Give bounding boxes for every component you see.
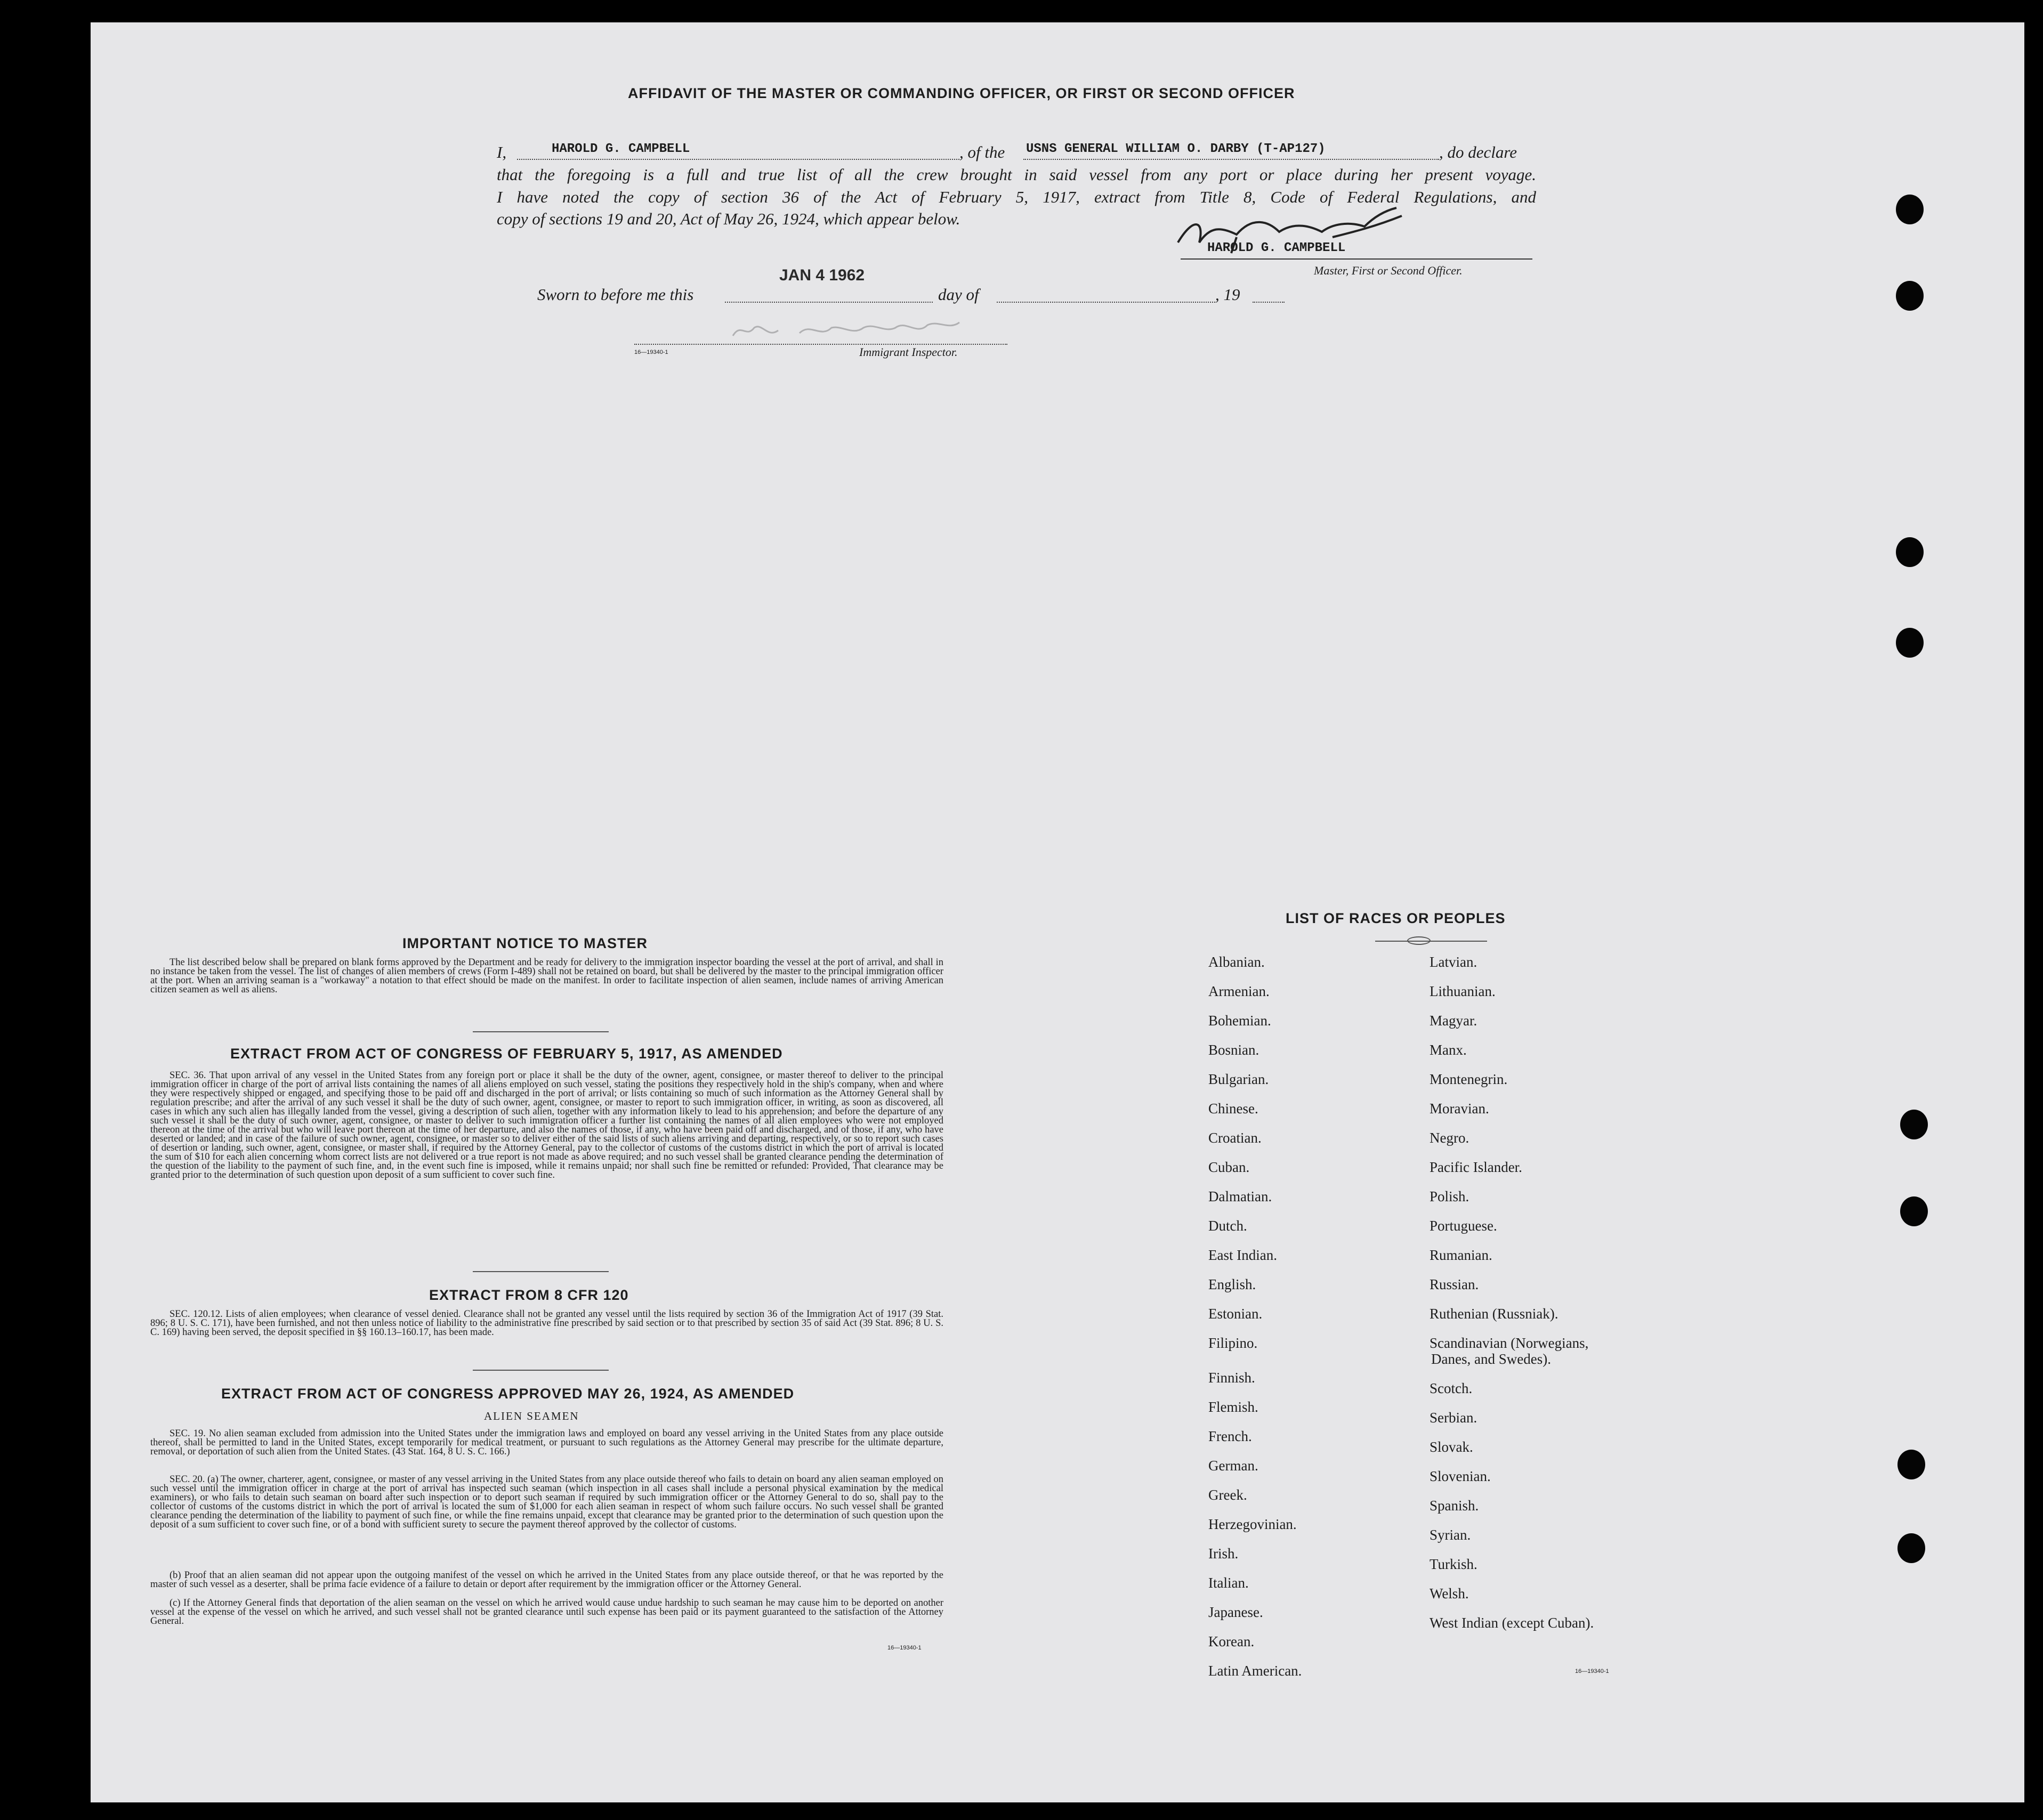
race-item: Magyar. bbox=[1430, 1013, 1477, 1029]
race-item: German. bbox=[1208, 1458, 1258, 1474]
sworn-year-line bbox=[1253, 302, 1285, 303]
punch-hole bbox=[1896, 628, 1924, 658]
race-item: Slovak. bbox=[1430, 1439, 1473, 1455]
extract-1917-text: SEC. 36. That upon arrival of any vessel in the United States from any foreign port or place it shall be the duty of the owner, agent, consignee, or master thereof to deliver to the principal immigration officer in charge of the port of arrival lists containing the names of all aliens employed on such vessel, stating the positions they respectively hold in the ship's company, when and where they were respectively shipped or engaged, and specifying those to be paid off and discharged in the port of arrival; or lists containing so much of such information as the Attorney General shall by regulation prescribe; and after the arrival of any such vessel it shall be the duty of such owner, agent, consignee, or master to report to such immigration officer, in writing, as soon as discovered, all cases in which any such alien has illegally landed from the vessel, giving a description of such alien, together with any information likely to lead to his apprehension; and before the departure of any such vessel it shall be the duty of such owner, agent, consignee, or master to deliver to such immigration officer a further list containing the names of all alien employees who were not employed thereon at the time of the arrival but who will leave port thereon at the time of her departure, and also the names of those, if any, who have been paid off and discharged, and of those, if any, who have deserted or landed; and in case of the failure of such owner, agent, consignee, or master so to deliver either of the said lists of such aliens arriving and departing, respectively, or so to report such cases of desertion or landing, such owner, agent, consignee, or master shall, if required by the Attorney General, pay to the collector of customs of the customs district in which the port of arrival is located the sum of $10 for each alien concerning whom correct lists are not delivered or a true report is not made as above required; and no such vessel shall be granted clearance pending the determination of the question of the liability to the payment of such fine, and, in the event such fine is imposed, while it remains unpaid; nor shall such fine be remitted or refunded: Provided, That clearance may be granted prior to the determination of such question upon deposit of a sum sufficient to cover such fine. bbox=[150, 1070, 943, 1180]
form-number: 16—19340-1 bbox=[887, 1645, 922, 1651]
date-stamp: JAN 4 1962 bbox=[779, 266, 865, 284]
form-number: 16—19340-1 bbox=[1575, 1668, 1609, 1675]
race-item: Russian. bbox=[1430, 1276, 1479, 1292]
race-item: Serbian. bbox=[1430, 1410, 1477, 1426]
race-item: Albanian. bbox=[1208, 954, 1265, 970]
punch-hole bbox=[1900, 1196, 1928, 1226]
sworn-month-line bbox=[997, 302, 1215, 303]
signature-line bbox=[1181, 258, 1532, 260]
race-item: Finnish. bbox=[1208, 1370, 1255, 1386]
race-item: Manx. bbox=[1430, 1042, 1467, 1058]
extract-8cfr-heading: EXTRACT FROM 8 CFR 120 bbox=[429, 1287, 629, 1303]
race-item: Croatian. bbox=[1208, 1130, 1262, 1146]
race-item: Dutch. bbox=[1208, 1218, 1247, 1234]
race-item: English. bbox=[1208, 1276, 1256, 1292]
race-item: Irish. bbox=[1208, 1546, 1239, 1562]
race-item: Italian. bbox=[1208, 1575, 1249, 1591]
punch-hole bbox=[1896, 537, 1924, 567]
sec-20b-text: (b) Proof that an alien seaman did not appear upon the outgoing manifest of the vessel on which he arrived in the United States from any place outside thereof, or that he was reported by the master of such vessel as a deserter, shall be prima facie evidence of a failure to detain or deport after requirement by the immigration officer or the Attorney General. bbox=[150, 1570, 943, 1590]
sec-20c-text: (c) If the Attorney General finds that deportation of the alien seaman on the vessel on which he arrived would cause undue hardship to such seaman he may cause him to be deported on another vessel at the expense of the vessel on which he arrived, and such vessel shall not be granted clearance until such expense has been paid or its payment guaranteed to the satisfaction of the Attorney General. bbox=[150, 1598, 943, 1627]
of-the-label: , of the bbox=[959, 143, 1005, 161]
form-number: 16—19340-1 bbox=[634, 349, 668, 355]
divider bbox=[473, 1031, 609, 1032]
race-item: Cuban. bbox=[1208, 1159, 1250, 1175]
race-item: Bulgarian. bbox=[1208, 1071, 1269, 1087]
race-item: Latvian. bbox=[1430, 954, 1477, 970]
divider bbox=[473, 1271, 609, 1272]
race-item: Scotch. bbox=[1430, 1380, 1473, 1396]
race-item: Spanish. bbox=[1430, 1498, 1479, 1514]
race-item: Japanese. bbox=[1208, 1604, 1263, 1620]
race-item: Negro. bbox=[1430, 1130, 1469, 1146]
name-line bbox=[517, 159, 959, 160]
affidavit-heading: AFFIDAVIT OF THE MASTER OR COMMANDING OFFICER, OR FIRST OR SECOND OFFICER bbox=[628, 85, 1295, 101]
race-item: Turkish. bbox=[1430, 1556, 1477, 1572]
inspector-line bbox=[634, 344, 1007, 345]
race-item: Moravian. bbox=[1430, 1101, 1489, 1117]
race-item: Estonian. bbox=[1208, 1306, 1263, 1322]
race-item: Flemish. bbox=[1208, 1399, 1258, 1415]
race-item: Filipino. bbox=[1208, 1335, 1258, 1351]
punch-hole bbox=[1897, 1450, 1925, 1479]
race-item: Slovenian. bbox=[1430, 1468, 1491, 1484]
vessel-name: USNS GENERAL WILLIAM O. DARBY (T-AP127) bbox=[1026, 142, 1326, 156]
sec-19-text: SEC. 19. No alien seaman excluded from admission into the United States under the immigration laws and employed on board any vessel arriving in the United States from any place outside thereof, shall be permitted to land in the United States, except temporarily for medical treatment, or pursuant to such regulations as the Attorney General may prescribe for the ultimate departure, removal, or deportation of such alien from the United States. (43 Stat. 164, 8 U. S. C. 166.) bbox=[150, 1428, 943, 1457]
inspector-signature bbox=[730, 317, 965, 344]
race-item: Danes, and Swedes). bbox=[1431, 1351, 1551, 1367]
race-item: Lithuanian. bbox=[1430, 983, 1496, 999]
race-item: Rumanian. bbox=[1430, 1247, 1492, 1263]
affidavit-line-4: copy of sections 19 and 20, Act of May 26, 1924, which appear below. bbox=[497, 209, 960, 228]
extract-1924-heading: EXTRACT FROM ACT OF CONGRESS APPROVED MAY 26, 1924, AS AMENDED bbox=[221, 1386, 795, 1402]
i-label: I, bbox=[497, 143, 507, 161]
race-item: West Indian (except Cuban). bbox=[1430, 1615, 1594, 1631]
ornament-line bbox=[1375, 941, 1487, 942]
vessel-line bbox=[1023, 159, 1439, 160]
race-item: Pacific Islander. bbox=[1430, 1159, 1522, 1175]
race-item: Herzegovinian. bbox=[1208, 1516, 1297, 1532]
race-item: Korean. bbox=[1208, 1633, 1255, 1649]
race-item: Syrian. bbox=[1430, 1527, 1471, 1543]
race-item: French. bbox=[1208, 1428, 1252, 1444]
extract-8cfr-text: SEC. 120.12. Lists of alien employees; when clearance of vessel denied. Clearance shall not be granted any vessel until the lists required by section 36 of the Immigration Act of 1917 (39 Stat. 896; 8 U. S. C. 171), have been furnished, and not then unless notice of liability to the administrative fine prescribed by said section or to that prescribed by section 35 of said Act (39 Stat. 896; 8 U. S. C. 169) having been served, the deposit specified in §§ 160.13–160.17, has been made. bbox=[150, 1309, 943, 1338]
punch-hole bbox=[1896, 281, 1924, 311]
sworn-label: Sworn to before me this bbox=[537, 285, 694, 304]
master-name: HAROLD G. CAMPBELL bbox=[552, 142, 690, 156]
alien-seamen-subheading: ALIEN SEAMEN bbox=[484, 1410, 579, 1422]
punch-hole bbox=[1897, 1533, 1925, 1563]
race-item: Polish. bbox=[1430, 1188, 1469, 1204]
signature-caption: Master, First or Second Officer. bbox=[1314, 264, 1463, 277]
notice-heading: IMPORTANT NOTICE TO MASTER bbox=[402, 935, 648, 951]
race-item: Dalmatian. bbox=[1208, 1188, 1272, 1204]
race-item: Portuguese. bbox=[1430, 1218, 1497, 1234]
race-item: Ruthenian (Russniak). bbox=[1430, 1306, 1559, 1322]
race-item: Welsh. bbox=[1430, 1586, 1469, 1601]
extract-1917-heading: EXTRACT FROM ACT OF CONGRESS OF FEBRUARY 5, 1917, AS AMENDED bbox=[230, 1046, 783, 1062]
race-item: Chinese. bbox=[1208, 1101, 1258, 1117]
race-item: Bosnian. bbox=[1208, 1042, 1259, 1058]
race-item: Bohemian. bbox=[1208, 1013, 1271, 1029]
day-of-label: day of bbox=[938, 285, 979, 304]
affidavit-line-3: I have noted the copy of section 36 of the Act of February 5, 1917, extract from Title 8, Code of Federal Regulations, and bbox=[497, 188, 1536, 206]
document-page bbox=[91, 22, 2024, 1802]
do-declare-label: , do declare bbox=[1439, 143, 1517, 161]
race-item: East Indian. bbox=[1208, 1247, 1277, 1263]
race-item: Montenegrin. bbox=[1430, 1071, 1508, 1087]
race-item: Latin American. bbox=[1208, 1663, 1302, 1679]
races-heading: LIST OF RACES OR PEOPLES bbox=[1286, 910, 1506, 926]
punch-hole bbox=[1896, 195, 1924, 224]
notice-text: The list described below shall be prepared on blank forms approved by the Department and be ready for delivery to the immigration inspector boarding the vessel at the port of arrival, and shall in no instance be taken from the vessel. The list of changes of alien members of crews (Form I-489) shall not be retained on board, but shall be delivered by the master to the principal immigration officer at the port. When an arriving seaman is a "workaway" a notation to that effect should be made on the manifest. In order to facilitate inspection of alien seamen, include names of arriving American citizen seamen as well as aliens. bbox=[150, 957, 943, 995]
year-prefix: , 19 bbox=[1215, 285, 1240, 304]
sec-20a-text: SEC. 20. (a) The owner, charterer, agent, consignee, or master of any vessel arriving in the United States from any place outside thereof who fails to detain on board any alien seaman employed on such vessel until the immigration officer in charge at the port of arrival has inspected such seaman (which inspection in all cases shall include a personal physical examination by the medical examiners), or who fails to detain such seaman on board after such inspection or to deport such seaman if required by such immigration officer or the Attorney General to do so, shall pay to the collector of customs of the customs district in which the port of arrival is located the sum of $1,000 for each alien seaman in respect of whom such failure occurs. No such vessel shall be granted clearance pending the determination of the liability to payment of such fine, or while the fine remains unpaid, except that clearance may be granted prior to the determination of such question upon the deposit of a sum sufficient to cover such fine, or of a bond with sufficient surety to secure the payment thereof approved by the collector of customs. bbox=[150, 1474, 943, 1530]
divider bbox=[473, 1370, 609, 1371]
sworn-day-line bbox=[725, 302, 933, 303]
race-item: Armenian. bbox=[1208, 983, 1270, 999]
punch-hole bbox=[1900, 1110, 1928, 1139]
inspector-caption: Immigrant Inspector. bbox=[859, 345, 958, 359]
race-item: Greek. bbox=[1208, 1487, 1247, 1503]
race-item: Scandinavian (Norwegians, bbox=[1430, 1335, 1589, 1351]
signature-typed-name: HAROLD G. CAMPBELL bbox=[1207, 241, 1346, 255]
affidavit-line-2: that the foregoing is a full and true list of all the crew brought in said vessel from any port or place during her present voyage. bbox=[497, 165, 1536, 184]
ornament-flourish bbox=[1407, 936, 1431, 945]
